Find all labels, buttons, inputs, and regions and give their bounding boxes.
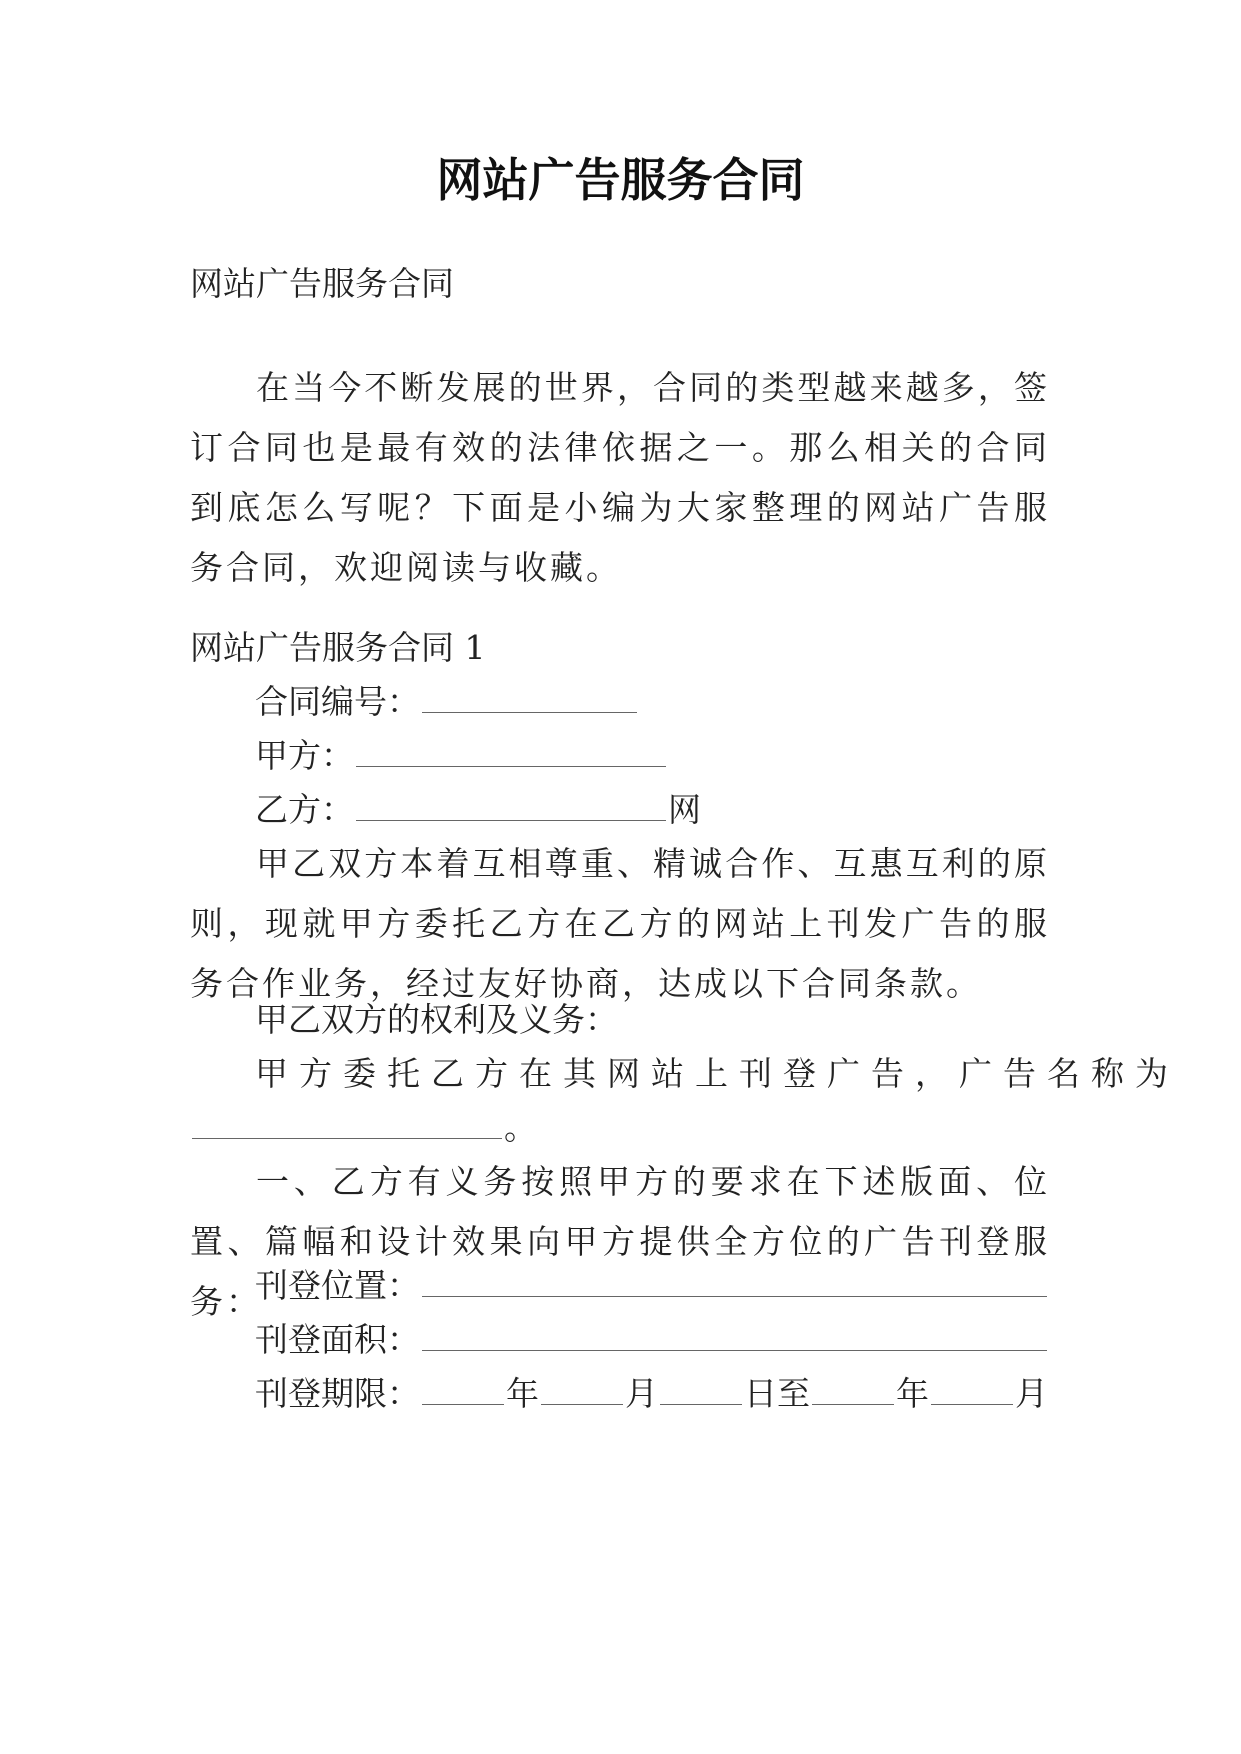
contract-number-row	[255, 672, 1135, 732]
position-label: 刊登位置：	[255, 1266, 420, 1305]
contract-number-blank	[422, 682, 637, 713]
period-row	[255, 1364, 1135, 1424]
ad-name-blank	[192, 1108, 502, 1139]
contract-number-label: 合同编号：	[255, 682, 420, 721]
clause-one-paragraph: 一、乙方有义务按照甲方的要求在下述版面、位置、篇幅和设计效果向甲方提供全方位的广告刊登服务：	[190, 1162, 1050, 1321]
rights-heading: 甲乙双方的权利及义务：	[255, 1000, 618, 1039]
party-a-blank	[356, 736, 666, 767]
position-blank	[422, 1266, 1047, 1297]
start-day-blank	[660, 1374, 742, 1405]
party-b-label: 乙方：	[255, 790, 354, 829]
position-row	[255, 1256, 1135, 1316]
end-year-label: 年	[896, 1374, 929, 1413]
ad-name-row	[190, 1098, 1070, 1158]
end-month-label: 月	[1015, 1374, 1048, 1413]
ad-name-line: 甲方委托乙方在其网站上刊登广告，广告名称为	[255, 1054, 1179, 1093]
party-b-row	[255, 780, 1135, 840]
party-a-row	[255, 726, 1135, 786]
start-month-blank	[541, 1374, 623, 1405]
party-b-blank	[356, 790, 666, 821]
party-a-label: 甲方：	[255, 736, 354, 775]
principle-paragraph: 甲乙双方本着互相尊重、精诚合作、互惠互利的原则，现就甲方委托乙方在乙方的网站上刊发广告的服务合作业务，经过友好协商，达成以下合同条款。	[190, 844, 1050, 1003]
area-row	[255, 1310, 1135, 1370]
document-subtitle: 网站广告服务合同	[190, 264, 454, 303]
section-heading: 网站广告服务合同 1	[190, 628, 486, 667]
end-month-blank	[931, 1374, 1013, 1405]
area-label: 刊登面积：	[255, 1320, 420, 1359]
day-to-label: 日至	[744, 1374, 810, 1413]
start-year-label: 年	[506, 1374, 539, 1413]
party-b-suffix: 网	[668, 790, 701, 829]
area-blank	[422, 1320, 1047, 1351]
document-title: 网站广告服务合同	[436, 153, 805, 207]
intro-paragraph: 在当今不断发展的世界，合同的类型越来越多，签订合同也是最有效的法律依据之一。那么相关的合同到底怎么写呢？下面是小编为大家整理的网站广告服务合同，欢迎阅读与收藏。	[190, 368, 1050, 587]
start-year-blank	[422, 1374, 504, 1405]
period-label: 刊登期限：	[255, 1374, 420, 1413]
start-month-label: 月	[625, 1374, 658, 1413]
end-year-blank	[812, 1374, 894, 1405]
ad-name-end: 。	[504, 1108, 537, 1147]
